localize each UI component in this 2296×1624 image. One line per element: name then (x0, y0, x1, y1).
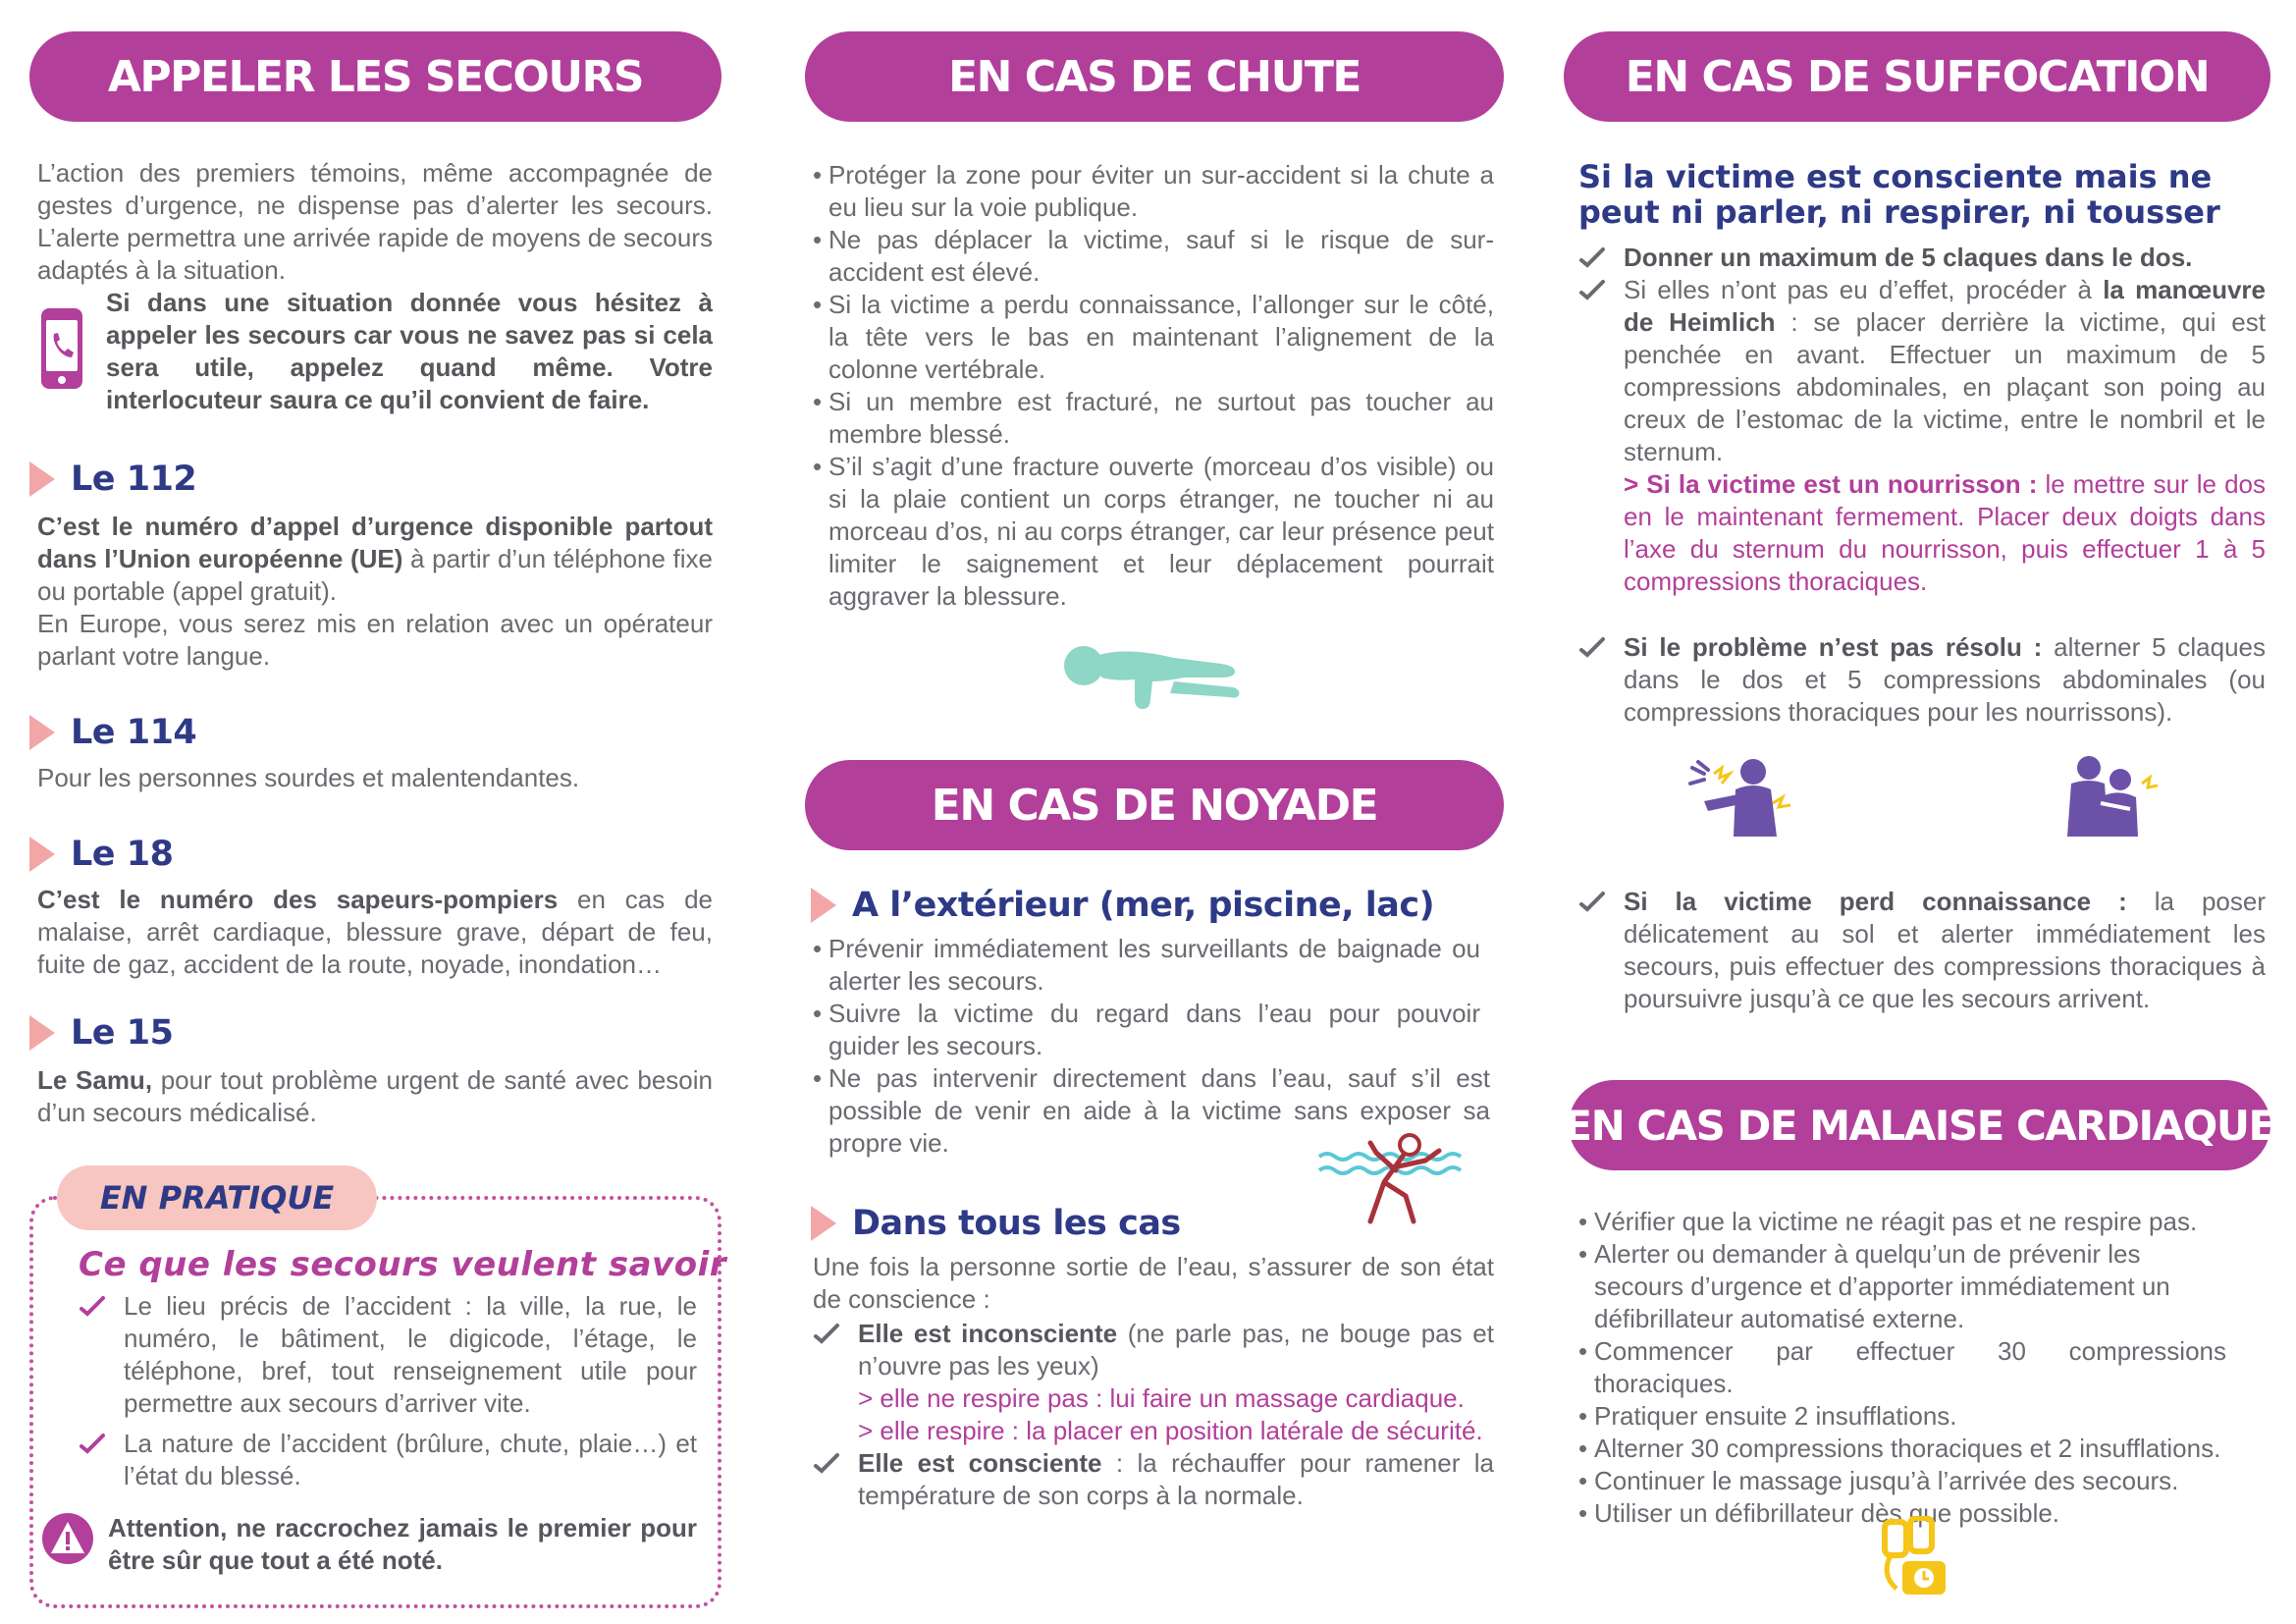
list-item (1578, 242, 2266, 274)
defibrillator-icon (1877, 1516, 1949, 1598)
suffocation-list (1578, 242, 2266, 729)
list-item: • Si la victime a perdu connaissance, l’allonger sur le côté, la tête vers le bas en maintenant l’alignement de la colonne vertébrale. (813, 289, 1494, 386)
heading-112-text: Le 112 (71, 460, 197, 499)
exterieur-list (813, 933, 1490, 1160)
list-item: • Protéger la zone pour éviter un sur-accident si la chute a eu lieu sur la voie publique. (813, 159, 1494, 224)
suffocation-subtitle: Si la victime est consciente mais ne peut ni parler, ni respirer, ni tousser (1578, 158, 2220, 231)
en-pratique-badge: EN PRATIQUE (57, 1165, 377, 1230)
list-item: • Utiliser un défibrillateur dès que possible. (1578, 1497, 2226, 1530)
check-icon (813, 1452, 840, 1474)
title-en-cas-de-suffocation: EN CAS DE SUFFOCATION (1564, 31, 2270, 122)
triangle-bullet-icon (29, 837, 55, 872)
heimlich-c: : se placer derrière la victime, qui est penchée en avant. Effectuer un maximum de 5 compressions abdominales, en plaçant son poing au creux de l’estomac de la victime, entre le nombril et le sternum. (1624, 307, 2266, 466)
list-item (79, 1428, 697, 1492)
list-item (1578, 631, 2266, 729)
tous-list (813, 1318, 1494, 1512)
heading-exterieur-text: A l’extérieur (mer, piscine, lac) (852, 886, 1435, 925)
text-18-rest: en cas de malaise, arrêt cardiaque, blessure grave, départ de feu, fuite de gaz, accident de la route, noyade, inondation… (37, 885, 713, 979)
heading-tous-les-cas-text: Dans tous les cas (852, 1204, 1181, 1243)
inconsciente-bold: Elle est inconsciente (858, 1319, 1118, 1348)
check-icon (813, 1323, 840, 1344)
heimlich-icon (2059, 754, 2162, 840)
pratique-item-2: La nature de l’accident (brûlure, chute, plaie…) et l’état du blessé. (124, 1429, 697, 1490)
heading-15-text: Le 15 (71, 1013, 174, 1053)
heimlich-a: Si elles n’ont pas eu d’effet, procéder à (1624, 275, 2104, 304)
list-item: • Pratiquer ensuite 2 insufflations. (1578, 1400, 2226, 1433)
nourrisson-rest: le mettre sur le dos en le maintenant fermement. Placer deux doigts dans l’axe du sternum du nourrisson, puis effectuer 1 à 5 compressions thoraciques. (1624, 469, 2267, 596)
list-item (1578, 886, 2266, 1015)
triangle-bullet-icon (29, 1015, 55, 1051)
list-item: • Continuer le massage jusqu’à l’arrivée des secours. (1578, 1465, 2226, 1497)
nourrisson-bold: > Si la victime est un nourrisson : (1624, 469, 2038, 499)
text-114: Pour les personnes sourdes et malentendantes. (37, 763, 580, 792)
fallen-person-icon (1056, 638, 1253, 715)
list-item: • Ne pas déplacer la victime, sauf si le risque de sur-accident est élevé. (813, 224, 1494, 289)
text-112 (37, 511, 713, 673)
list-item (813, 1318, 1494, 1447)
list-item: • Prévenir immédiatement les surveillants de baignade ou alerter les secours. (813, 933, 1480, 998)
drowning-person-icon (1315, 1131, 1472, 1229)
chute-list (813, 159, 1494, 613)
heading-18 (29, 835, 173, 874)
pratique-title: Ce que les secours veulent savoir (79, 1245, 726, 1284)
intro-paragraph: L’action des premiers témoins, même accompagnée de gestes d’urgence, ne dispense pas d’alerter les secours. L’alerte permettra une arrivée rapide de moyens de secours adaptés à la situation. (37, 158, 713, 285)
list-item (79, 1290, 697, 1420)
text-18 (37, 884, 713, 981)
heading-18-text: Le 18 (71, 835, 174, 874)
heading-114-text: Le 114 (71, 713, 197, 752)
list-item: • Ne pas intervenir directement dans l’eau, sauf s’il est possible de venir en aide à la victime sans exposer sa propre vie. (813, 1062, 1490, 1160)
text-112-rest: à partir d’un téléphone fixe ou portable (appel gratuit). (37, 544, 714, 606)
consciente-bold: Elle est consciente (858, 1448, 1102, 1478)
text-112-bold: C’est le numéro d’appel d’urgence disponible partout dans l’Union européenne (UE) (37, 512, 713, 573)
heading-tous-les-cas (811, 1204, 1181, 1243)
text-15 (37, 1064, 713, 1129)
triangle-bullet-icon (29, 715, 55, 750)
list-item: • Commencer par effectuer 30 compressions thoraciques. (1578, 1335, 2226, 1400)
text-15-bold: Le Samu, (37, 1065, 153, 1095)
check-icon (79, 1433, 106, 1454)
phone-note: Si dans une situation donnée vous hésitez à appeler les secours car vous ne savez pas si cela sera utile, appelez quand même. Votre interlocuteur saura ce qu’il convient de faire. (106, 288, 713, 414)
list-item: • Vérifier que la victime ne réagit pas et ne respire pas. (1578, 1206, 2226, 1238)
heading-15 (29, 1013, 173, 1053)
back-blows-icon (1675, 754, 1796, 840)
text-15-rest: pour tout problème urgent de santé avec besoin d’un secours médicalisé. (37, 1065, 713, 1127)
item4-bold: Si la victime perd connaissance : (1624, 887, 2127, 916)
check-icon (1578, 891, 1606, 912)
inconsciente-rest: (ne parle pas, ne bouge pas et n’ouvre pas les yeux) (858, 1319, 1494, 1380)
title-malaise-cardiaque: EN CAS DE MALAISE CARDIAQUE (1569, 1080, 2270, 1170)
text-18-bold: C’est le numéro des sapeurs-pompiers (37, 885, 559, 914)
warning-icon (41, 1512, 94, 1565)
heading-exterieur (811, 886, 1434, 925)
sub-respire: > elle respire : la placer en position latérale de sécurité. (858, 1416, 1483, 1445)
item3-rest: alterner 5 claques dans le dos et 5 compressions abdominales (ou compressions thoraciques pour les nourrissons). (1624, 632, 2266, 727)
check-icon (1578, 279, 1606, 300)
cardiaque-list (1578, 1206, 2226, 1530)
tous-intro: Une fois la personne sortie de l’eau, s’assurer de son état de conscience : (813, 1252, 1494, 1314)
list-item: • S’il s’agit d’une fracture ouverte (morceau d’os visible) ou si la plaie contient un corps étranger, ne toucher ni au morceau d’os, ni au corps étranger, car leur présence peut limiter le saignement et leur déplacement pourrait aggraver la blessure. (813, 451, 1494, 613)
suffocation-list-2 (1578, 886, 2266, 1015)
heading-112 (29, 460, 196, 499)
list-item: • Alerter ou demander à quelqu’un de prévenir les secours d’urgence et d’apporter immédiatement un défibrillateur automatisé externe. (1578, 1238, 2226, 1335)
list-item: • Si un membre est fracturé, ne surtout pas toucher au membre blessé. (813, 386, 1494, 451)
check-icon (1578, 246, 1606, 268)
title-en-cas-de-noyade: EN CAS DE NOYADE (805, 760, 1504, 850)
heading-114 (29, 713, 196, 752)
check-icon (79, 1295, 106, 1317)
triangle-bullet-icon (811, 1206, 836, 1241)
pratique-item-1: Le lieu précis de l’accident : la ville, la rue, le numéro, le bâtiment, le digicode, l’étage, le téléphone, bref, tout renseignement utile pour permettre aux secours d’arriver vite. (124, 1291, 697, 1418)
warning-text: Attention, ne raccrochez jamais le premier pour être sûr que tout a été noté. (108, 1513, 697, 1575)
suffocation-item-1: Donner un maximum de 5 claques dans le dos. (1624, 243, 2193, 272)
heimlich-b: la manœuvre de Heimlich (1624, 275, 2267, 337)
check-icon (1578, 636, 1606, 658)
consciente-rest: : la réchauffer pour ramener la température de son corps à la normale. (858, 1448, 1494, 1510)
item3-bold: Si le problème n’est pas résolu : (1624, 632, 2043, 662)
list-item: • Alterner 30 compressions thoraciques et 2 insufflations. (1578, 1433, 2226, 1465)
list-item (813, 1447, 1494, 1512)
item4-rest: la poser délicatement au sol et alerter immédiatement les secours, puis effectuer des compressions thoraciques à poursuivre jusqu’à ce que les secours arrivent. (1624, 887, 2266, 1013)
phone-icon (39, 306, 84, 391)
triangle-bullet-icon (811, 888, 836, 923)
pratique-list (79, 1290, 697, 1492)
list-item (1578, 274, 2266, 598)
title-en-cas-de-chute: EN CAS DE CHUTE (805, 31, 1504, 122)
triangle-bullet-icon (29, 461, 55, 497)
list-item: • Suivre la victime du regard dans l’eau pour pouvoir guider les secours. (813, 998, 1480, 1062)
text-112-line2: En Europe, vous serez mis en relation avec un opérateur parlant votre langue. (37, 609, 713, 671)
title-appeler-secours: APPELER LES SECOURS (29, 31, 721, 122)
sub-ne-respire-pas: > elle ne respire pas : lui faire un massage cardiaque. (858, 1383, 1465, 1413)
